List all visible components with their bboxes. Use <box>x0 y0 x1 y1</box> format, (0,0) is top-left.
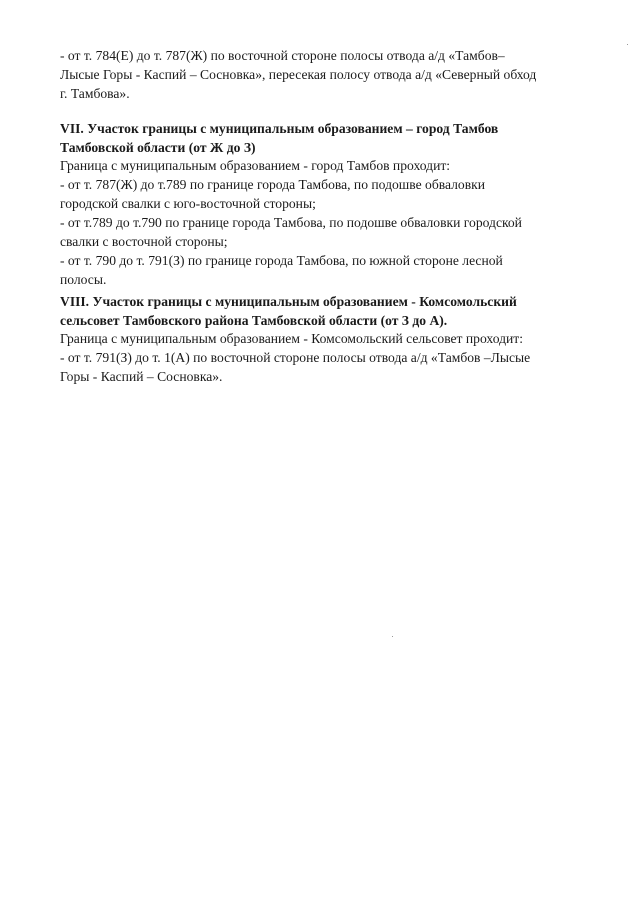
section-vii-body-line: свалки с восточной стороны; <box>60 234 228 249</box>
section-viii-heading-line: VIII. Участок границы с муниципальным образованием - Комсомольский <box>60 294 517 309</box>
section-viii-heading-line: сельсовет Тамбовского района Тамбовской области (от З до А). <box>60 313 448 328</box>
section-vii-body-line: городской свалки с юго-восточной стороны; <box>60 196 316 211</box>
scan-speck <box>627 44 628 45</box>
section-vii-body-line: Граница с муниципальным образованием - город Тамбов проходит: <box>60 158 451 173</box>
section-vii-body <box>60 156 605 289</box>
intro-line: г. Тамбова». <box>60 86 130 101</box>
section-vii-body-line: полосы. <box>60 272 107 287</box>
section-vii-heading-line: VII. Участок границы с муниципальным образованием – город Тамбов <box>60 121 499 136</box>
section-vii-body-line: - от т. 787(Ж) до т.789 по границе города Тамбова, по подошве обваловки <box>60 177 486 192</box>
section-viii-body-line: Горы - Каспий – Сосновка». <box>60 369 223 384</box>
section-vii-body-line: - от т.789 до т.790 по границе города Тамбова, по подошве обваловки городской <box>60 215 522 230</box>
section-vii-heading <box>60 119 605 157</box>
section-viii-body-line: - от т. 791(З) до т. 1(А) по восточной стороне полосы отвода а/д «Тамбов –Лысые <box>60 350 531 365</box>
section-vii-heading-line: Тамбовской области (от Ж до З) <box>60 140 256 155</box>
intro-line: - от т. 784(Е) до т. 787(Ж) по восточной стороне полосы отвода а/д «Тамбов– <box>60 48 505 63</box>
section-vii-body-line: - от т. 790 до т. 791(З) по границе города Тамбова, по южной стороне лесной <box>60 253 503 268</box>
section-viii-body-line: Граница с муниципальным образованием - Комсомольский сельсовет проходит: <box>60 331 524 346</box>
section-viii-body <box>60 329 605 386</box>
intro-paragraph <box>60 46 605 103</box>
scan-speck <box>392 636 393 637</box>
intro-line: Лысые Горы - Каспий – Сосновка», пересекая полосу отвода а/д «Северный обход <box>60 67 537 82</box>
section-viii-heading <box>60 292 605 330</box>
